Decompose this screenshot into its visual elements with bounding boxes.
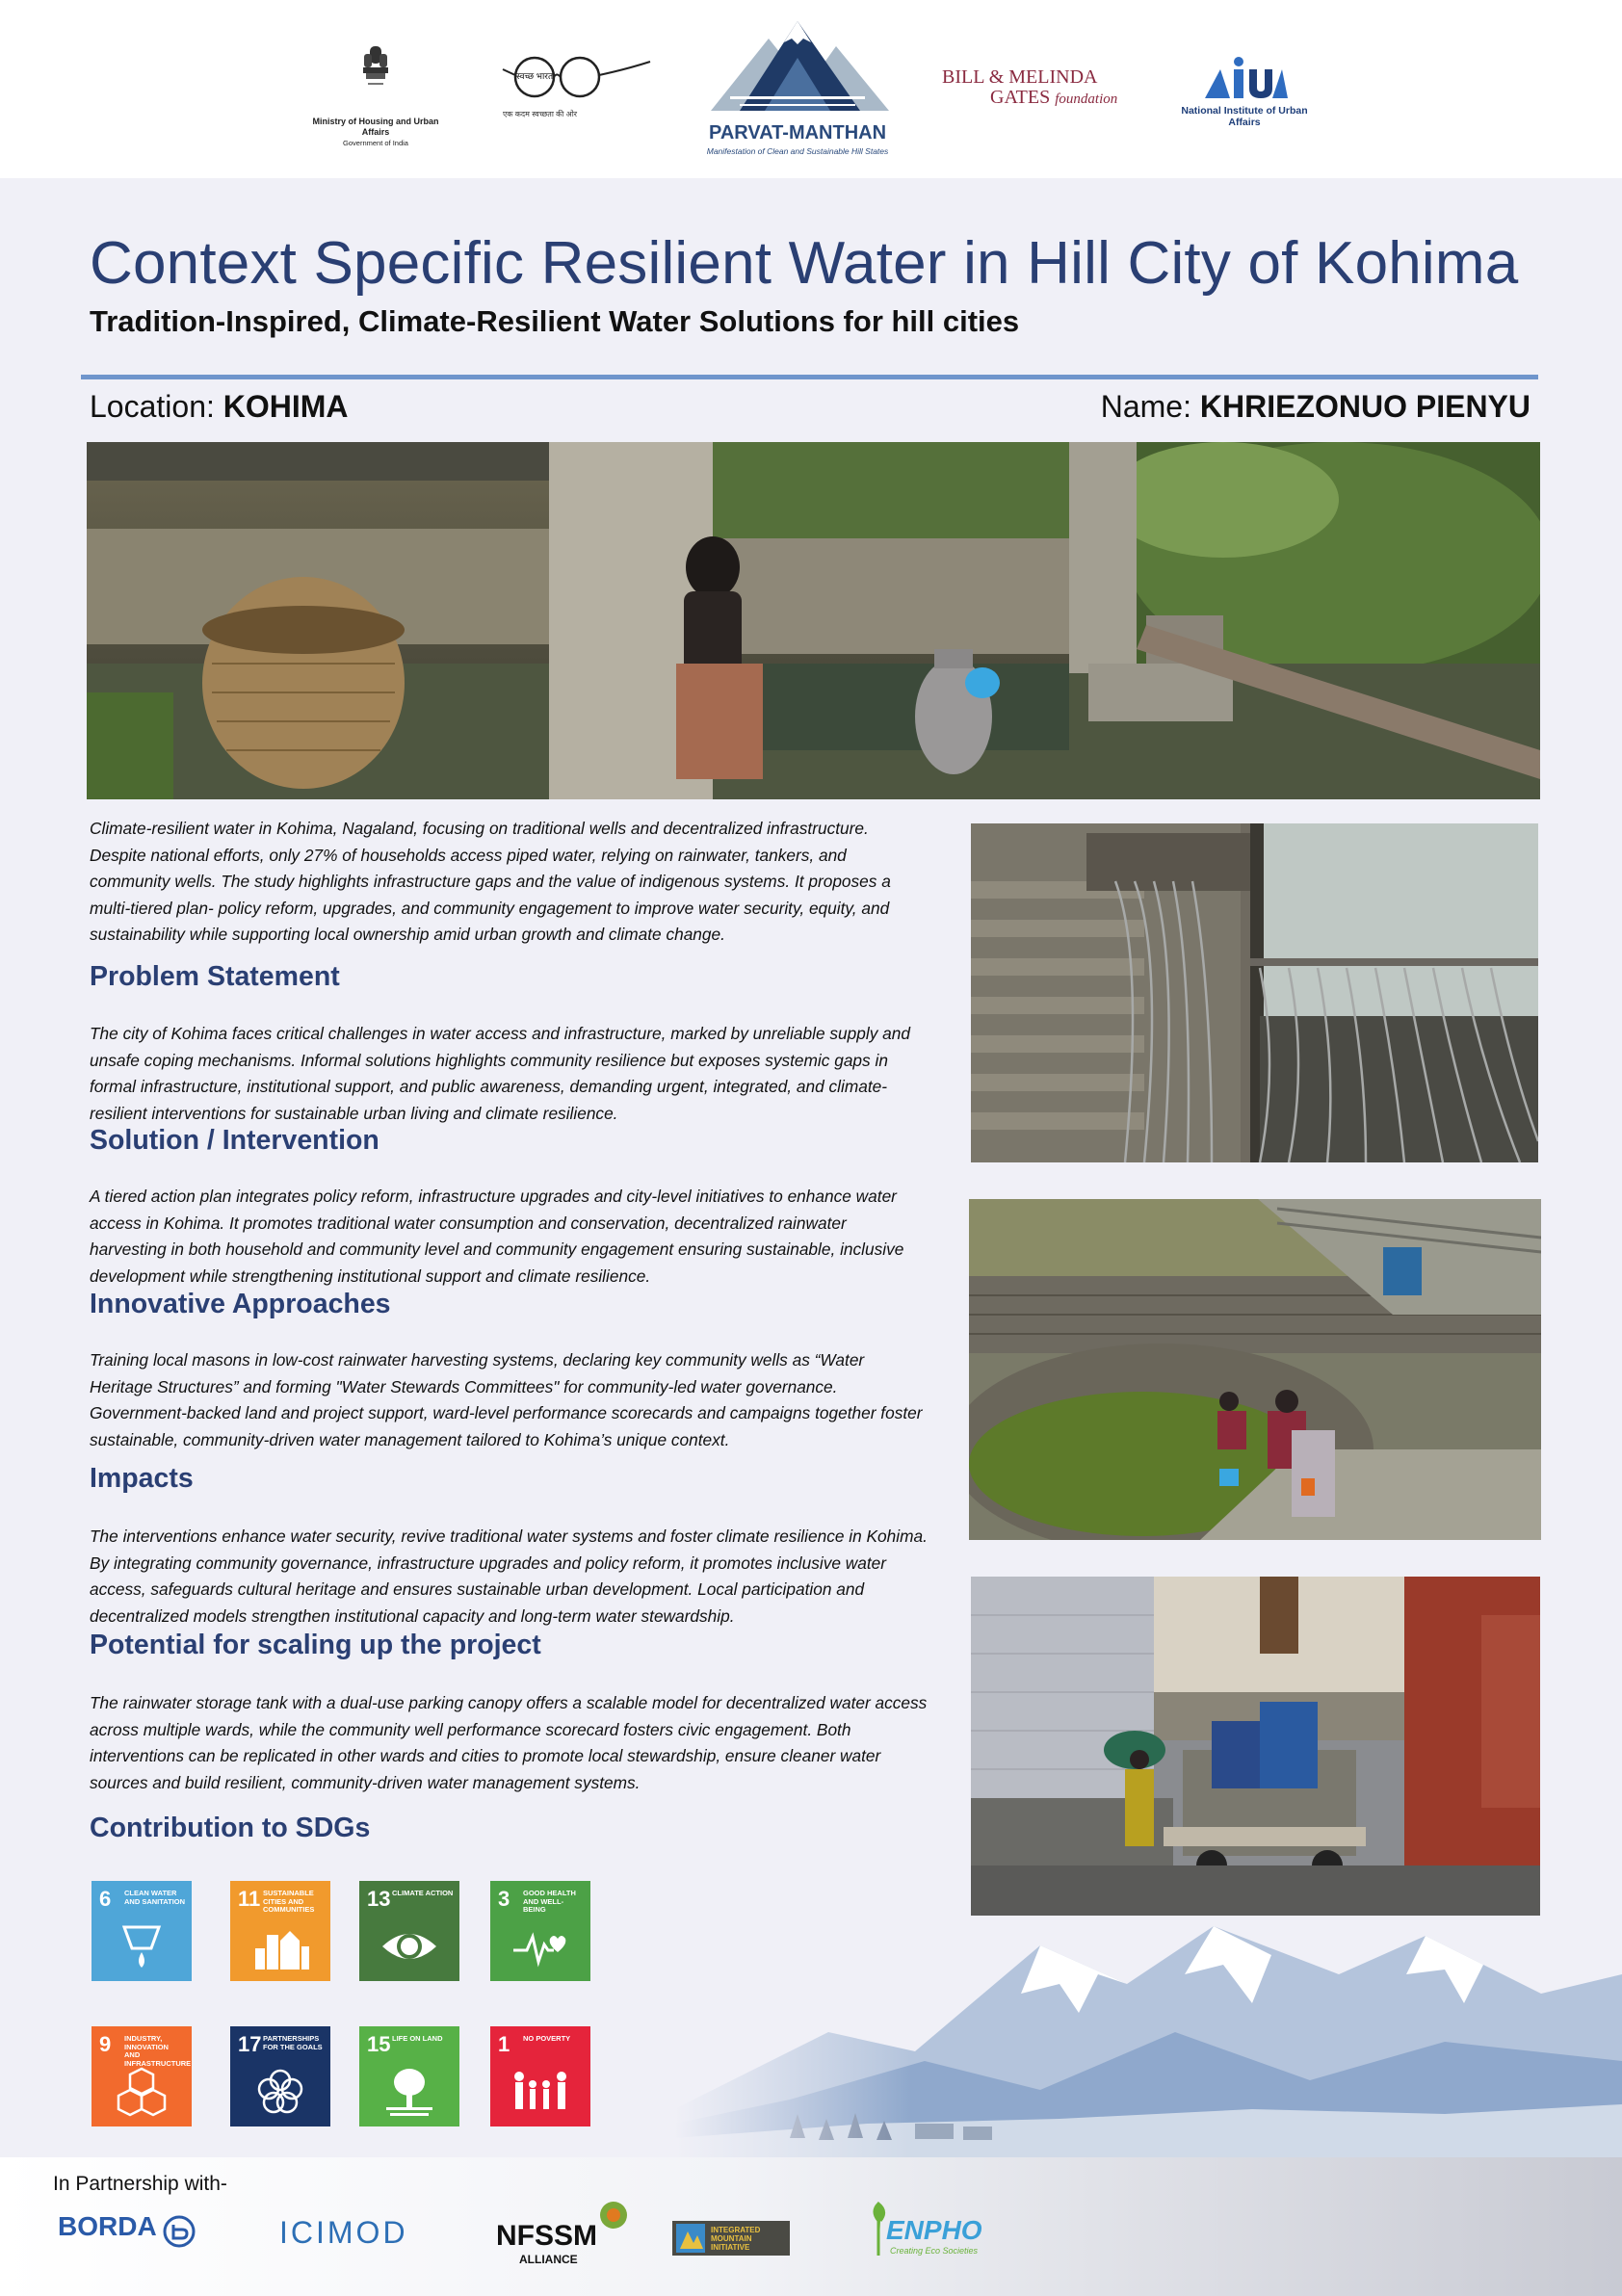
problem-text: The city of Kohima faces critical challenges in water access and infrastructure, marked by unreliable supply and unsafe coping mechanisms. Informal solutions highlights community resilience but exposes systemic gaps in formal infrastructure, institutional support, and public awareness, demanding urgent, integrated, and climate-resilient interventions for sustainable urban living and climate resilience. <box>90 1024 910 1123</box>
tree-icon <box>380 2065 438 2119</box>
photo-traditional-well <box>969 1199 1541 1540</box>
nfssm-logo <box>496 2199 597 2266</box>
imi-line1: INTEGRATED <box>711 2225 761 2234</box>
sdg-number: 15 <box>367 2032 391 2056</box>
parvat-manthan-tagline: Manifestation of Clean and Sustainable Hill States <box>706 146 889 156</box>
sdg-number: 17 <box>238 2032 262 2056</box>
water-drop-icon <box>113 1919 170 1973</box>
sdg-tile-17 <box>230 2026 330 2126</box>
impacts-text: The interventions enhance water security, revive traditional water systems and foster climate resilience in Kohima. By integrating community governance, infrastructure upgrades and policy reform, it promotes inclusive water access, safeguards cultural heritage and ensures sustainable urban development. Local participation and decentralized models strengthen institutional capacity and long-term water stewardship. <box>90 1526 928 1626</box>
gates-line1: BILL & MELINDA <box>942 66 1098 88</box>
solution-text: A tiered action plan integrates policy reform, infrastructure upgrades and city-level initiatives to enhance water access in Kohima. It promotes traditional water consumption and conservation, decentralized rainwater harvesting in both household and community level and community engagement ensuring sustainable, inclusive development while strengthening institutional support and climate resilience. <box>90 1187 904 1286</box>
sdg-number: 11 <box>238 1887 261 1911</box>
mountain-logo-icon <box>701 19 894 116</box>
partnership-label: In Partnership with- <box>53 2173 227 2195</box>
solution-heading: Solution / Intervention <box>90 1125 379 1156</box>
title-divider <box>81 375 1538 379</box>
borda-circle-icon <box>161 2213 197 2250</box>
sdg-tile-9 <box>92 2026 192 2126</box>
swachh-bharat-logo <box>501 56 655 119</box>
nfssm-subtext: ALLIANCE <box>519 2253 578 2266</box>
location-value: KOHIMA <box>222 389 349 424</box>
enpho-text: ENPHO <box>886 2215 982 2245</box>
scaling-heading: Potential for scaling up the project <box>90 1630 541 1660</box>
innovative-text: Training local masons in low-cost rainwater harvesting systems, declaring key community wells as “Water Heritage Structures” and forming "Water Stewards Committees" for community-led water governance. Government-backed land and project support, ward-level performance scorecards and campaigns together foster sustainable, community-driven water management tailored to Kohima’s unique context. <box>90 1350 923 1449</box>
parvat-manthan-logo <box>692 19 903 156</box>
niua-logo <box>1167 56 1321 128</box>
parvat-manthan-title: PARVAT-MANTHAN <box>708 122 887 144</box>
sdg-heading: Contribution to SDGs <box>90 1813 371 1843</box>
sdg-number: 6 <box>99 1887 112 1911</box>
location-label: Location: <box>90 389 215 424</box>
sdg-label: GOOD HEALTH AND WELL-BEING <box>523 1889 576 1914</box>
sdg-label: CLEAN WATER AND SANITATION <box>124 1889 186 1906</box>
niua-name: National Institute of Urban Affairs <box>1181 105 1308 128</box>
mohua-line1: Ministry of Housing and Urban Affairs <box>312 117 439 137</box>
sdg-label: PARTNERSHIPS FOR THE GOALS <box>263 2034 323 2051</box>
logo-header <box>0 0 1622 178</box>
heartbeat-icon <box>511 1919 569 1973</box>
gates-line2: GATES <box>990 87 1051 108</box>
location-line <box>90 389 349 425</box>
impacts-heading: Impacts <box>90 1463 194 1494</box>
family-icon <box>511 2065 569 2119</box>
intro-text: Climate-resilient water in Kohima, Nagaland, focusing on traditional wells and decentralized infrastructure. Despite national efforts, only 27% of households access piped water, relying on rainwater, tankers, and community wells. The study highlights infrastructure gaps and the value of indigenous systems. It proposes a multi-tiered plan- policy reform, upgrades, and community engagement to improve water security, equity, and sustainability while supporting local ownership amid urban growth and climate change. <box>90 819 891 944</box>
sdg-tile-1 <box>490 2026 590 2126</box>
nfssm-leaf-icon <box>597 2199 630 2231</box>
mountain-illustration <box>674 1917 1622 2157</box>
photo-water-truck <box>971 1577 1540 1916</box>
flower-rings-icon <box>251 2065 309 2119</box>
gates-foundation-logo <box>942 67 1135 110</box>
photo-stairs-pipes <box>971 823 1538 1162</box>
innovative-heading: Innovative Approaches <box>90 1289 391 1319</box>
enpho-tagline: Creating Eco Societies <box>890 2246 979 2256</box>
sdg-number: 9 <box>99 2032 112 2056</box>
page-title: Context Specific Resilient Water in Hill City of Kohima <box>90 230 1519 297</box>
cubes-icon <box>113 2065 170 2119</box>
mohua-line2: Government of India <box>343 139 408 147</box>
name-value: KHRIEZONUO PIENYU <box>1199 389 1530 424</box>
sdg-number: 13 <box>367 1887 391 1911</box>
sdg-tile-6 <box>92 1881 192 1981</box>
imi-line3: INITIATIVE <box>711 2242 750 2252</box>
sdg-number: 3 <box>498 1887 510 1911</box>
sdg-label: LIFE ON LAND <box>392 2034 443 2043</box>
mohua-logo <box>299 40 453 148</box>
nfssm-text: NFSSM <box>496 2220 597 2252</box>
sdg-label: CLIMATE ACTION <box>392 1889 454 1897</box>
sdg-tile-15 <box>359 2026 459 2126</box>
borda-logo <box>58 2211 197 2250</box>
national-emblem-icon <box>358 40 393 108</box>
imi-mark-icon <box>676 2224 705 2253</box>
sdg-label: INDUSTRY, INNOVATION AND INFRASTRUCTURE <box>124 2034 192 2068</box>
sdg-label: SUSTAINABLE CITIES AND COMMUNITIES <box>263 1889 315 1914</box>
imi-line2: MOUNTAIN <box>711 2233 752 2243</box>
scaling-text: The rainwater storage tank with a dual-use parking canopy offers a scalable model for decentralized water access across multiple wards, while the community well performance scorecard fosters civic engagement. Both interventions can be replicated in other wards and cities to promote local stewardship, ensure cleaner water sources and build resilient, community-driven water management systems. <box>90 1693 928 1792</box>
borda-text: BORDA <box>58 2211 157 2241</box>
hero-photo-well <box>87 442 1540 799</box>
swachh-tagline: एक कदम स्वच्छता की ओर <box>503 110 578 118</box>
sdg-label: NO POVERTY <box>523 2034 571 2043</box>
niua-mark-icon <box>1201 56 1288 98</box>
sdg-tile-3 <box>490 1881 590 1981</box>
name-label: Name: <box>1100 389 1191 424</box>
sdg-tile-13 <box>359 1881 459 1981</box>
imi-logo <box>672 2221 790 2256</box>
partners-footer <box>0 2157 1622 2296</box>
page-subtitle: Tradition-Inspired, Climate-Resilient Water Solutions for hill cities <box>90 304 1020 338</box>
city-icon <box>251 1919 309 1973</box>
icimod-logo: ICIMOD <box>279 2215 408 2250</box>
gates-foundation-word: foundation <box>1055 91 1118 107</box>
sdg-tile-11 <box>230 1881 330 1981</box>
name-line <box>1101 389 1530 425</box>
problem-heading: Problem Statement <box>90 961 340 992</box>
swachh-text: स्वच्छ भारत <box>516 71 554 81</box>
sdg-number: 1 <box>498 2032 510 2056</box>
eye-globe-icon <box>380 1919 438 1973</box>
